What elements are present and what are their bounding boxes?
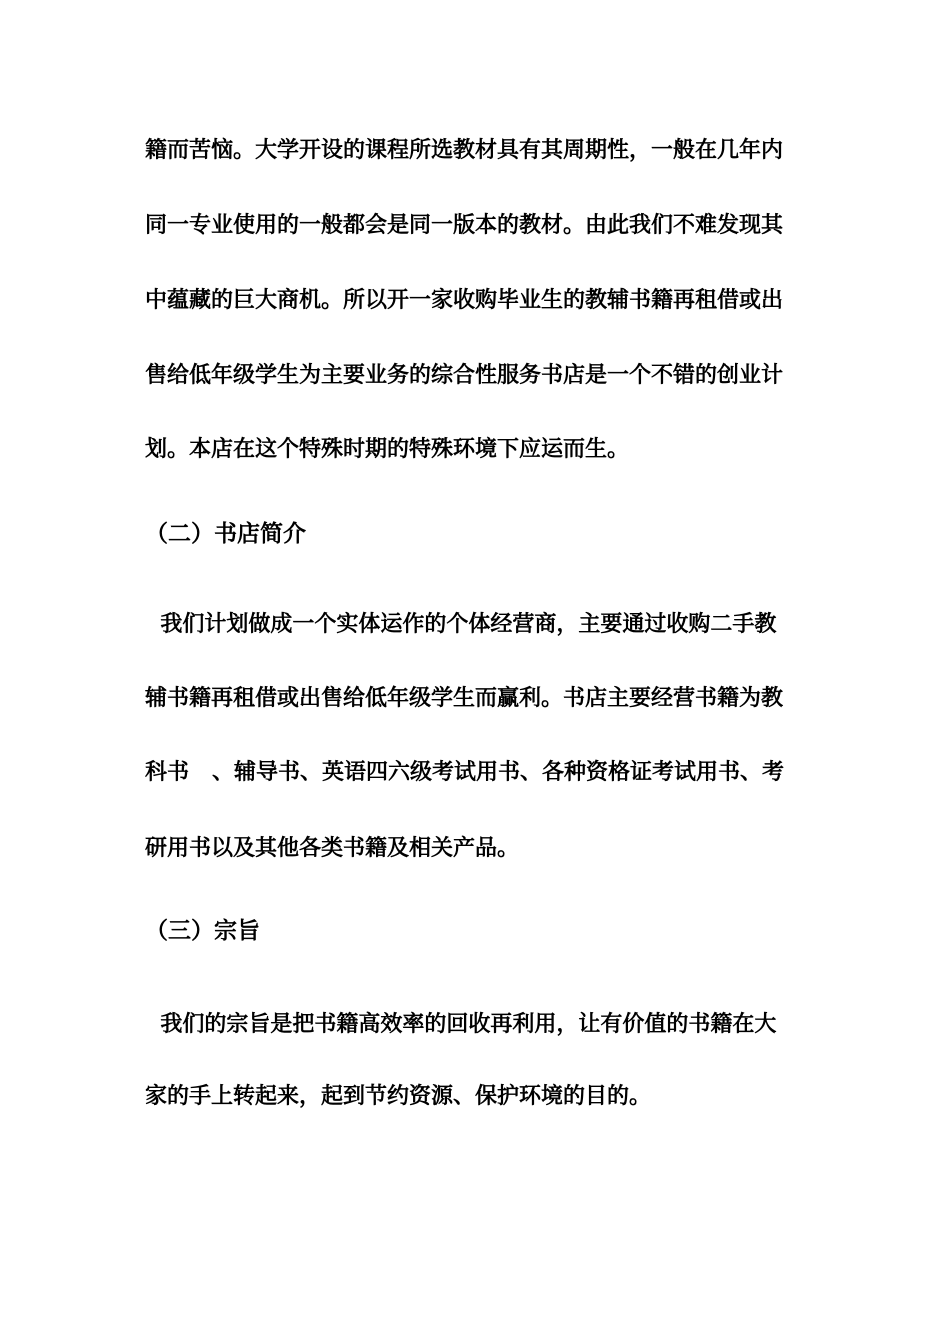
paragraph-line: 辅书籍再租借或出售给低年级学生而赢利。书店主要经营书籍为教 — [145, 686, 784, 711]
paragraph-line: 我们的宗旨是把书籍高效率的回收再利用，让有价值的书籍在大 — [145, 1012, 777, 1037]
paragraph-line: 同一专业使用的一般都会是同一版本的教材。由此我们不难发现其 — [145, 213, 784, 238]
section-heading-store-intro: （二）书店简介 — [145, 521, 306, 547]
paragraph-line: 售给低年级学生为主要业务的综合性服务书店是一个不错的创业计 — [145, 363, 784, 388]
paragraph-line: 我们计划做成一个实体运作的个体经营商，主要通过收购二手教 — [145, 612, 777, 637]
paragraph-line: 划。本店在这个特殊时期的特殊环境下应运而生。 — [145, 437, 630, 462]
paragraph-line: 籍而苦恼。大学开设的课程所选教材具有其周期性，一般在几年内 — [145, 138, 784, 163]
paragraph-line: 科书 、辅导书、英语四六级考试用书、各种资格证考试用书、考 — [145, 760, 784, 785]
paragraph-line: 家的手上转起来，起到节约资源、保护环境的目的。 — [145, 1084, 652, 1109]
paragraph-line: 中蕴藏的巨大商机。所以开一家收购毕业生的教辅书籍再租借或出 — [145, 288, 784, 313]
section-heading-purpose: （三）宗旨 — [145, 918, 260, 944]
paragraph-line: 研用书以及其他各类书籍及相关产品。 — [145, 836, 520, 861]
